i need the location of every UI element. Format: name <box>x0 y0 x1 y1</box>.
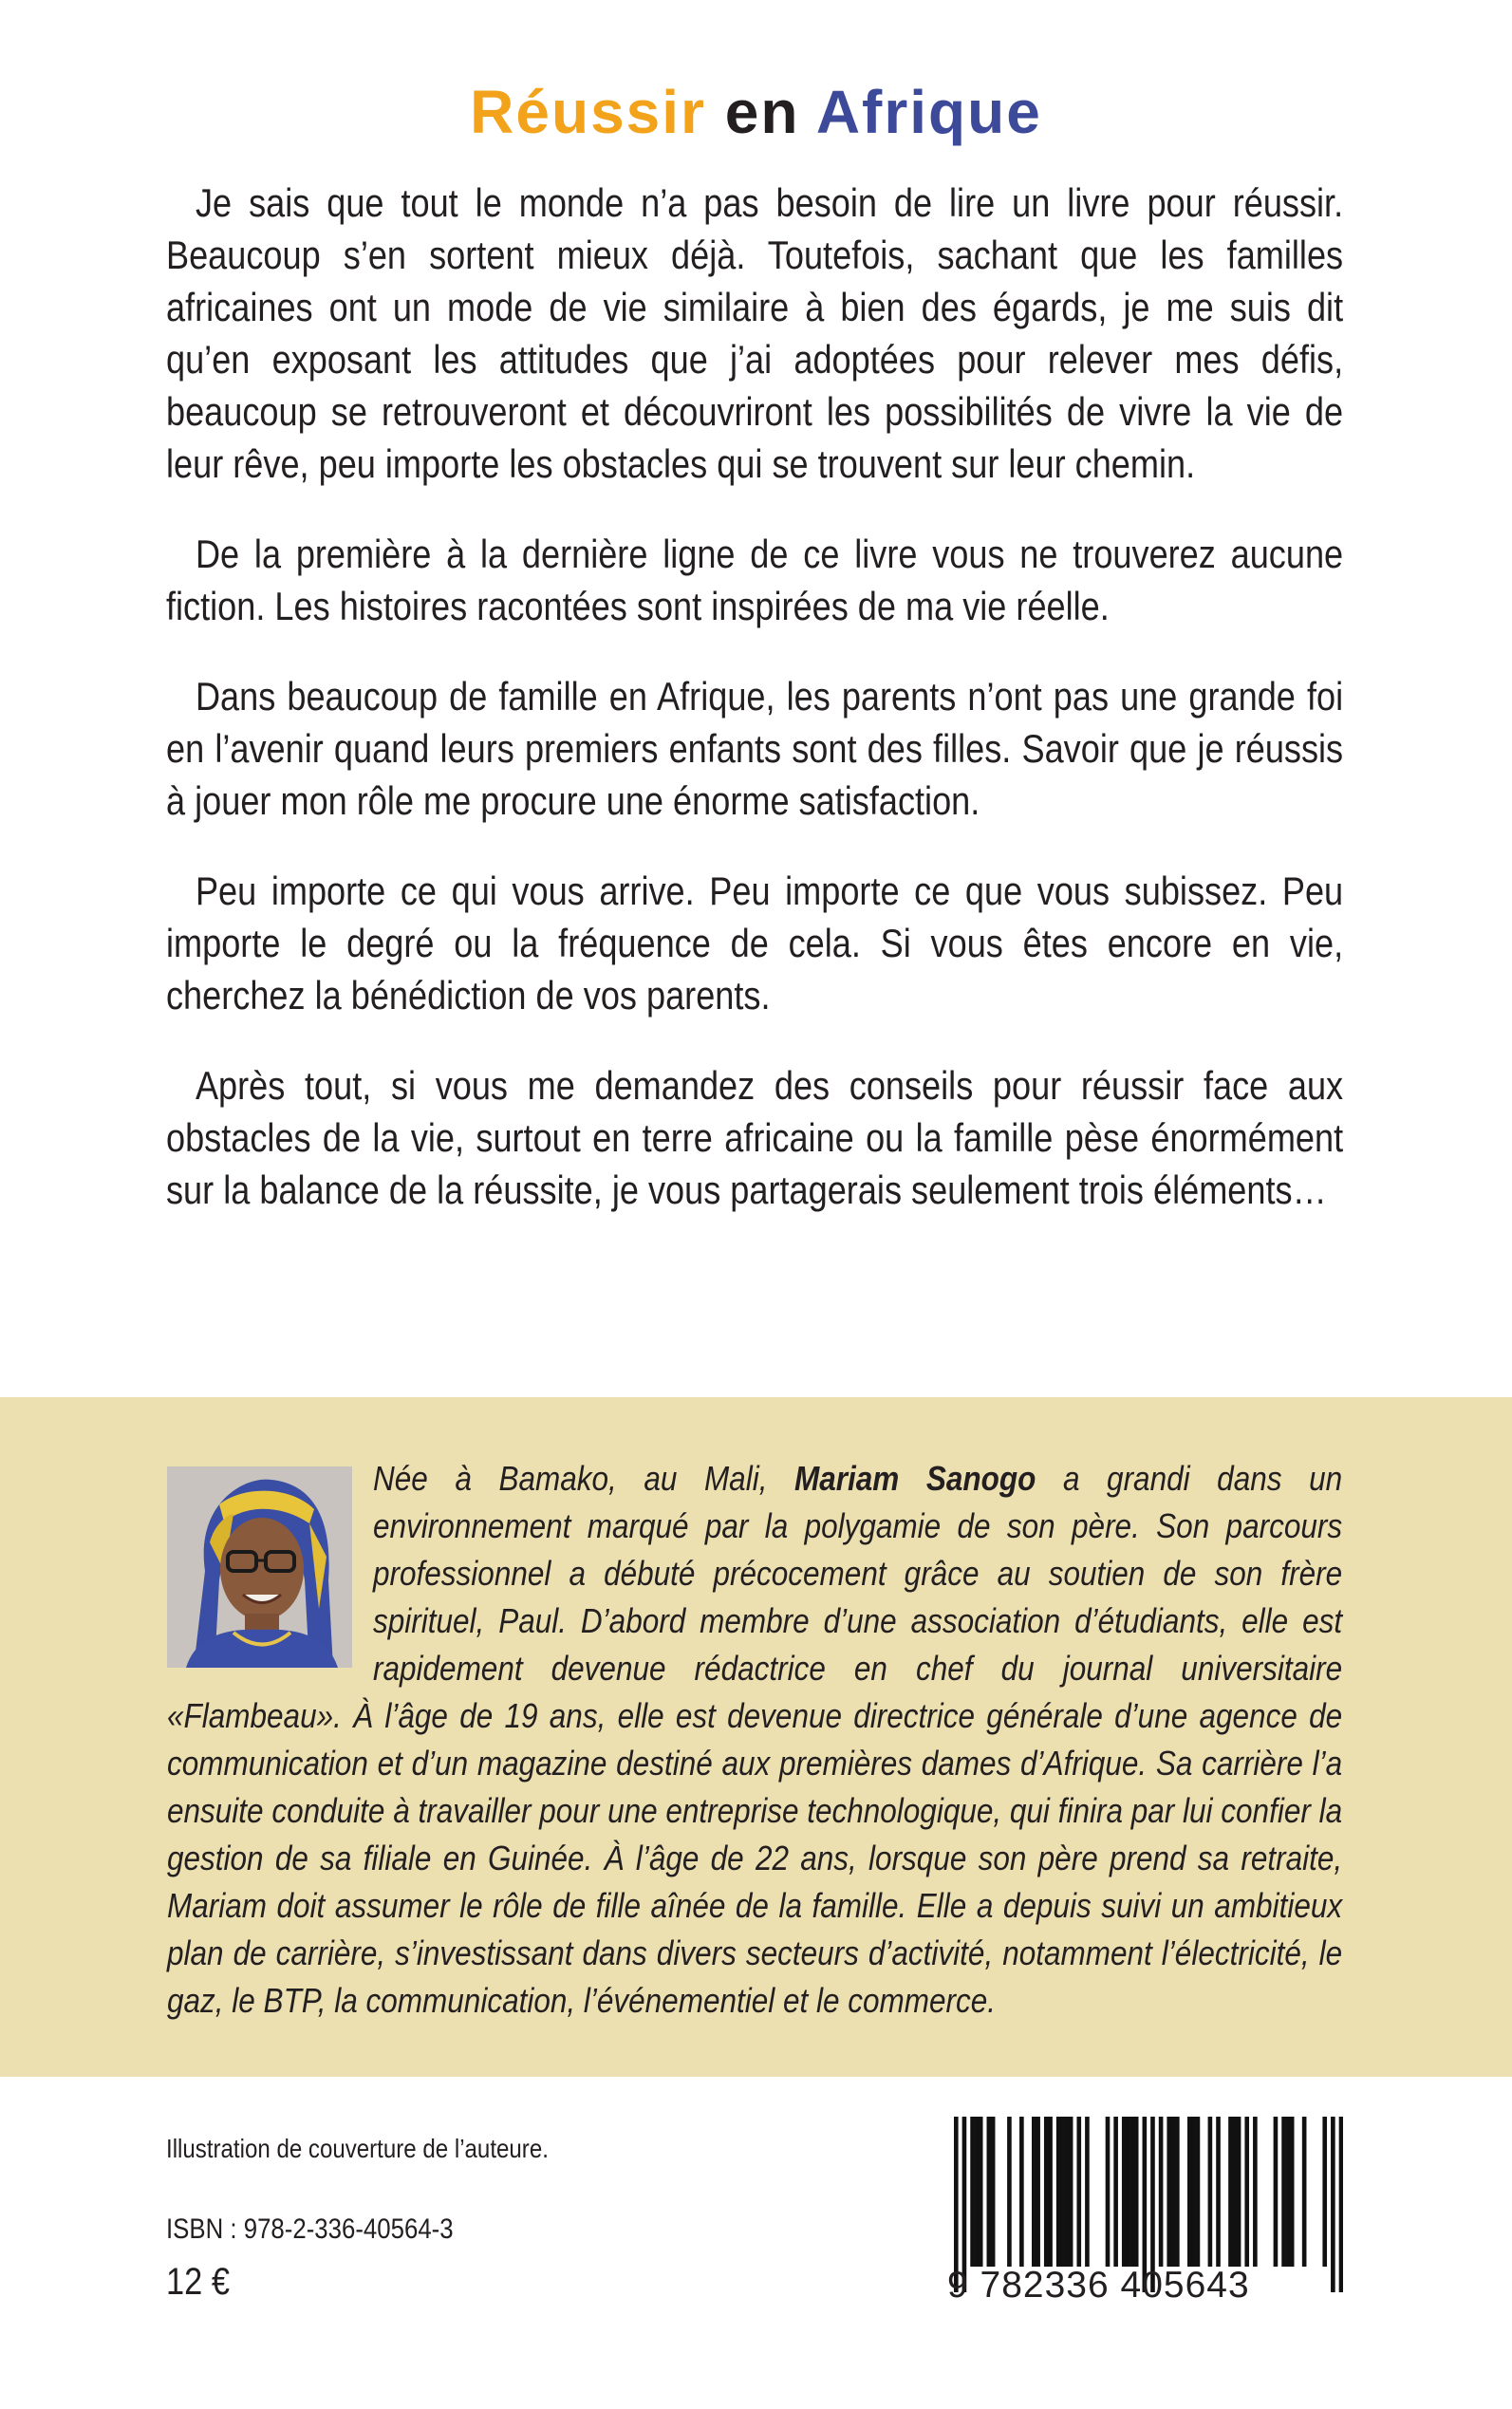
barcode-bar <box>1060 2117 1065 2267</box>
barcode-bar <box>1286 2117 1291 2267</box>
book-title <box>0 74 1512 150</box>
author-biography <box>167 1455 1342 2025</box>
barcode-bar <box>1175 2117 1180 2267</box>
barcode-bar <box>1244 2117 1249 2267</box>
barcode-bar <box>1065 2117 1070 2267</box>
isbn: ISBN : 978-2-336-40564-3 <box>166 2213 454 2245</box>
barcode-bar <box>1187 2117 1192 2267</box>
author-name: Mariam Sanogo <box>794 1459 1036 1498</box>
barcode-bar <box>1167 2117 1171 2267</box>
barcode-bar <box>991 2117 996 2267</box>
barcode-bar <box>1032 2117 1036 2267</box>
barcode-bar <box>1069 2117 1073 2267</box>
summary-paragraph-3: Dans beaucoup de famille en Afrique, les parents n’ont pas une grande foi en l’avenir quand leurs premiers enfants sont des filles. Savoir que je réussis à jouer mon rôle me procure une énorme satisfaction. <box>166 674 1344 823</box>
barcode-bar <box>1302 2117 1307 2267</box>
barcode-bar <box>1159 2117 1164 2267</box>
barcode-bar <box>975 2117 980 2267</box>
barcode-bar <box>1076 2117 1081 2267</box>
barcode-digits: 9 782336 405643 <box>947 2265 1250 2306</box>
barcode-bar <box>1232 2117 1237 2267</box>
barcode-bar <box>1290 2117 1295 2267</box>
barcode-bar <box>1134 2117 1139 2267</box>
barcode-bar <box>1007 2117 1012 2267</box>
barcode-bar <box>1253 2117 1258 2267</box>
price: 12 € <box>166 2261 230 2303</box>
summary-paragraph-2: De la première à la dernière ligne de ce livre vous ne trouverez aucune fiction. Les histoires racontées sont inspirées de ma vie réelle. <box>166 532 1344 628</box>
barcode-bar <box>1126 2117 1130 2267</box>
barcode-bar <box>1228 2117 1233 2267</box>
barcode-bar <box>1216 2117 1221 2267</box>
barcode-bar <box>1191 2117 1196 2267</box>
cover-illustration-credit: Illustration de couverture de l’auteure. <box>166 2134 549 2163</box>
title-word-afrique: Afrique <box>815 78 1042 146</box>
barcode-bar <box>1322 2117 1327 2267</box>
title-word-en: en <box>724 78 800 146</box>
summary-paragraph-1: Je sais que tout le monde n’a pas besoin de lire un livre pour réussir. Beaucoup s’en sortent mieux déjà. Toutefois, sachant que les familles africaines ont un mode de vie similaire à bien des égards, je me suis dit qu’en exposant les attitudes que j’ai adoptées pour relever mes défis, beaucoup se retrouveront et découvriront les possibilités de vivre la vie de leur rêve, peu importe les obstacles qui se trouvent sur leur chemin. <box>166 180 1344 486</box>
barcode-bar <box>1019 2117 1024 2267</box>
barcode-bar <box>979 2117 983 2267</box>
barcode-bar <box>1171 2117 1176 2267</box>
barcode-bar <box>1113 2117 1118 2267</box>
barcode-bar <box>1122 2117 1127 2267</box>
bio-intro: Née à Bamako, au Mali, <box>373 1459 795 1498</box>
barcode-bar <box>1281 2117 1286 2267</box>
back-cover-summary <box>166 177 1343 1254</box>
barcode-bar <box>970 2117 975 2267</box>
barcode-bar <box>1237 2117 1241 2267</box>
barcode-bar <box>1044 2117 1049 2267</box>
bio-body: a grandi dans un environnement marqué par la polygamie de son père. Son parcours professionnel a débuté précocement grâce au soutien de son frère spirituel, Paul. D’abord membre d’une association d’étudiants, elle est rapidement devenue rédactrice en chef du journal universitaire «Flambeau». À l’âge de 19 ans, elle est devenue directrice générale d’une agence de communication et d’un magazine destiné aux premières dames d’Afrique. Sa carrière l’a ensuite conduite à travailler pour une entreprise technologique, qui finira par lui confier la gestion de sa filiale en Guinée. À l’âge de 22 ans, lorsque son père prend sa retraite, Mariam doit assumer le rôle de fille aînée de la famille. Elle a depuis suivi un ambitieux plan de carrière, s’investissant dans divers secteurs d’activité, notamment l’électricité, le gaz, le BTP, la communication, l’événementiel et le commerce. <box>167 1459 1343 2020</box>
barcode-bar <box>987 2117 992 2267</box>
barcode-bar <box>1274 2117 1279 2267</box>
barcode-bar <box>1196 2117 1201 2267</box>
barcode-bar <box>1036 2117 1040 2267</box>
barcode-bar <box>1048 2117 1053 2267</box>
barcode-bar <box>1208 2117 1213 2267</box>
summary-paragraph-4: Peu importe ce qui vous arrive. Peu importe ce que vous subissez. Peu importe le degré ou la fréquence de cela. Si vous êtes encore en vie, cherchez la bénédiction de vos parents. <box>166 868 1344 1018</box>
barcode-bar <box>1106 2117 1111 2267</box>
barcode-bar <box>1130 2117 1135 2267</box>
summary-paragraph-5: Après tout, si vous me demandez des conseils pour réussir face aux obstacles de la vie, surtout en terre africaine ou la famille pèse énormément sur la balance de la réussite, je vous partagerais seulement trois éléments… <box>166 1063 1344 1212</box>
barcode-bar <box>1085 2117 1090 2267</box>
title-word-reussir: Réussir <box>470 78 706 146</box>
barcode-bar <box>1056 2117 1061 2267</box>
